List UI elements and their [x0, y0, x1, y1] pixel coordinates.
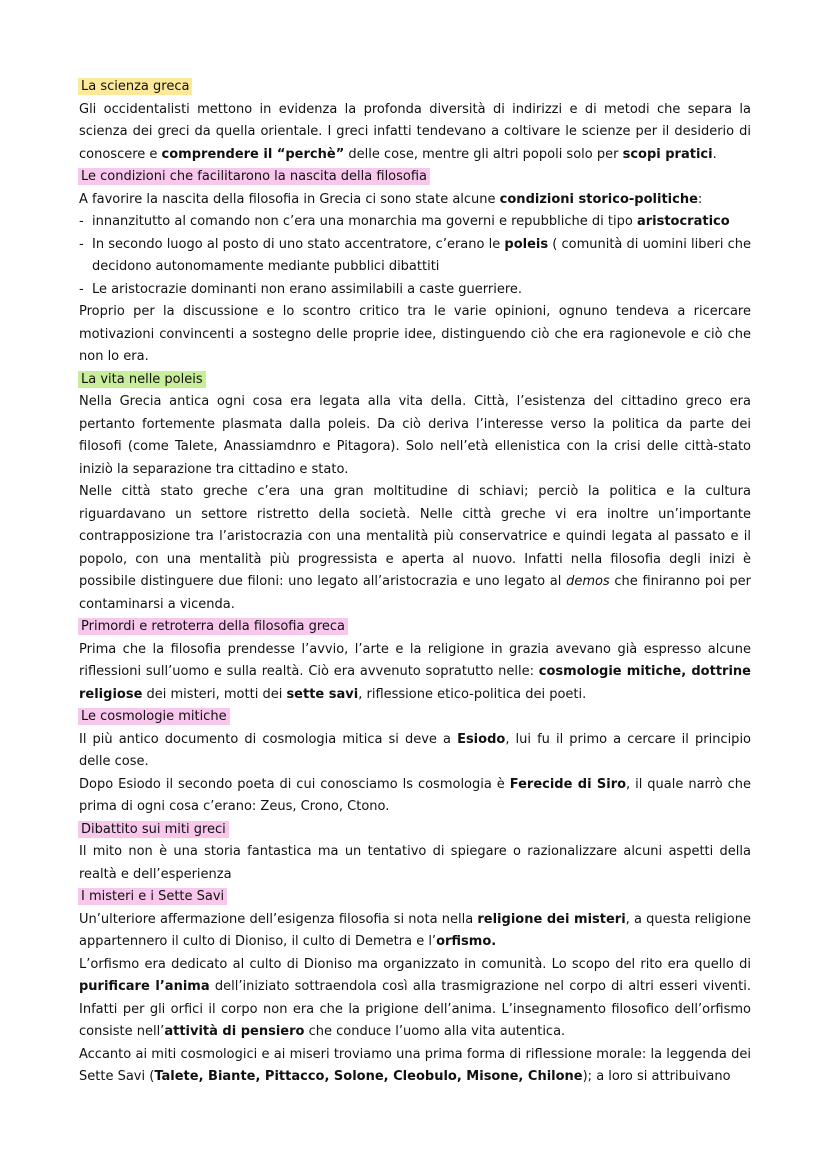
paragraph: Accanto ai miti cosmologici e ai miseri troviamo una prima forma di riflessione morale: la leggenda dei Sette Savi (Talete, Biante, Pittacco, Solone, Cleobulo, Misone, Chilone); a loro si attribuivano	[79, 1046, 751, 1084]
section-heading: Le cosmologie mitiche	[79, 706, 751, 729]
paragraph: L’orfismo era dedicato al culto di Dioniso ma organizzato in comunità. Lo scopo del rito era quello di purificare l’anima dell’iniziato sottraendola così alla trasmigrazione nel corpo di altri esseri viventi. Infatti per gli orfici il corpo non era che la prigione dell’anima. L’insegnamento filosofico dell’orfismo consiste nell’attività di pensiero che conduce l’uomo alla vita autentica.	[79, 956, 751, 1039]
paragraph: Il più antico documento di cosmologia mitica si deve a Esiodo, lui fu il primo a cercare il principio delle cose.	[79, 731, 752, 769]
paragraph: Dopo Esiodo il secondo poeta di cui conosciamo ls cosmologia è Ferecide di Siro, il quale narrò che prima di ogni cosa c’erano: Zeus, Crono, Ctono.	[79, 776, 751, 814]
paragraph: Proprio per la discussione e lo scontro critico tra le varie opinioni, ognuno tendeva a ricercare motivazioni convincenti a sostegno delle proprie idee, distinguendo ciò che era ragionevole e ciò che non lo era.	[79, 304, 751, 364]
section-heading: Primordi e retroterra della filosofia greca	[79, 616, 751, 639]
document-page	[79, 76, 751, 1089]
paragraph: Nella Grecia antica ogni cosa era legata alla vita della. Città, l’esistenza del cittadino greco era pertanto fortemente plasmata dalla poleis. Da ciò deriva l’interesse verso la politica da parte dei filosofi (come Talete, Anassiamdnro e Pitagora). Solo nell’età ellenistica con la crisi delle città-stato iniziò la separazione tra cittadino e stato.	[79, 394, 751, 477]
list-item: - In secondo luogo al posto di uno stato accentratore, c’erano le poleis ( comunità di uomini liberi che decidono autonomamente mediante pubblici dibattiti	[79, 234, 751, 279]
list-item: - Le aristocrazie dominanti non erano assimilabili a caste guerriere.	[79, 279, 751, 302]
section-heading: Le condizioni che facilitarono la nascita della filosofia	[79, 166, 751, 189]
paragraph: Nelle città stato greche c’era una gran moltitudine di schiavi; perciò la politica e la cultura riguardavano un settore ristretto della società. Nelle città greche vi era inoltre un’importante contrapposizione tra l’aristocrazia con una mentalità più conservatrice e quindi legata al passato e il popolo, con una mentalità più progressista e aperta al nuovo. Infatti nella filosofia degli inizi è possibile distinguere due filoni: uno legato all’aristocrazia e uno legato al demos che finiranno poi per contaminarsi a vicenda.	[79, 484, 752, 612]
paragraph: Prima che la filosofia prendesse l’avvio, l’arte e la religione in grazia avevano già espresso alcune riflessioni sull’uomo e sulla realtà. Ciò era avvenuto sopratutto nelle: cosmologie mitiche, dottrine religiose dei misteri, motti dei sette savi, riflessione etico-politica dei poeti.	[79, 641, 751, 702]
bullet-list	[79, 211, 751, 301]
section-heading: I misteri e i Sette Savi	[79, 886, 751, 909]
paragraph: Gli occidentalisti mettono in evidenza la profonda diversità di indirizzi e di metodi che separa la scienza dei greci da quella orientale. I greci infatti tendevano a coltivare le scienze per il desiderio di conoscere e comprendere il “perchè” delle cose, mentre gli altri popoli solo per scopi pratici.	[79, 101, 751, 162]
section-heading: Dibattito sui miti greci	[79, 819, 751, 842]
section-heading: La vita nelle poleis	[79, 369, 751, 392]
section-heading: La scienza greca	[79, 76, 751, 99]
paragraph: A favorire la nascita della filosofia in Grecia ci sono state alcune condizioni storico-politiche:	[79, 191, 703, 207]
list-item: - innanzitutto al comando non c’era una monarchia ma governi e repubbliche di tipo aristocratico	[79, 211, 751, 234]
paragraph: Il mito non è una storia fantastica ma un tentativo di spiegare o razionalizzare alcuni aspetti della realtà e dell’esperienza	[79, 844, 751, 882]
paragraph: Un’ulteriore affermazione dell’esigenza filosofia si nota nella religione dei misteri, a questa religione appartennero il culto di Dioniso, il culto di Demetra e l’orfismo.	[79, 911, 751, 949]
